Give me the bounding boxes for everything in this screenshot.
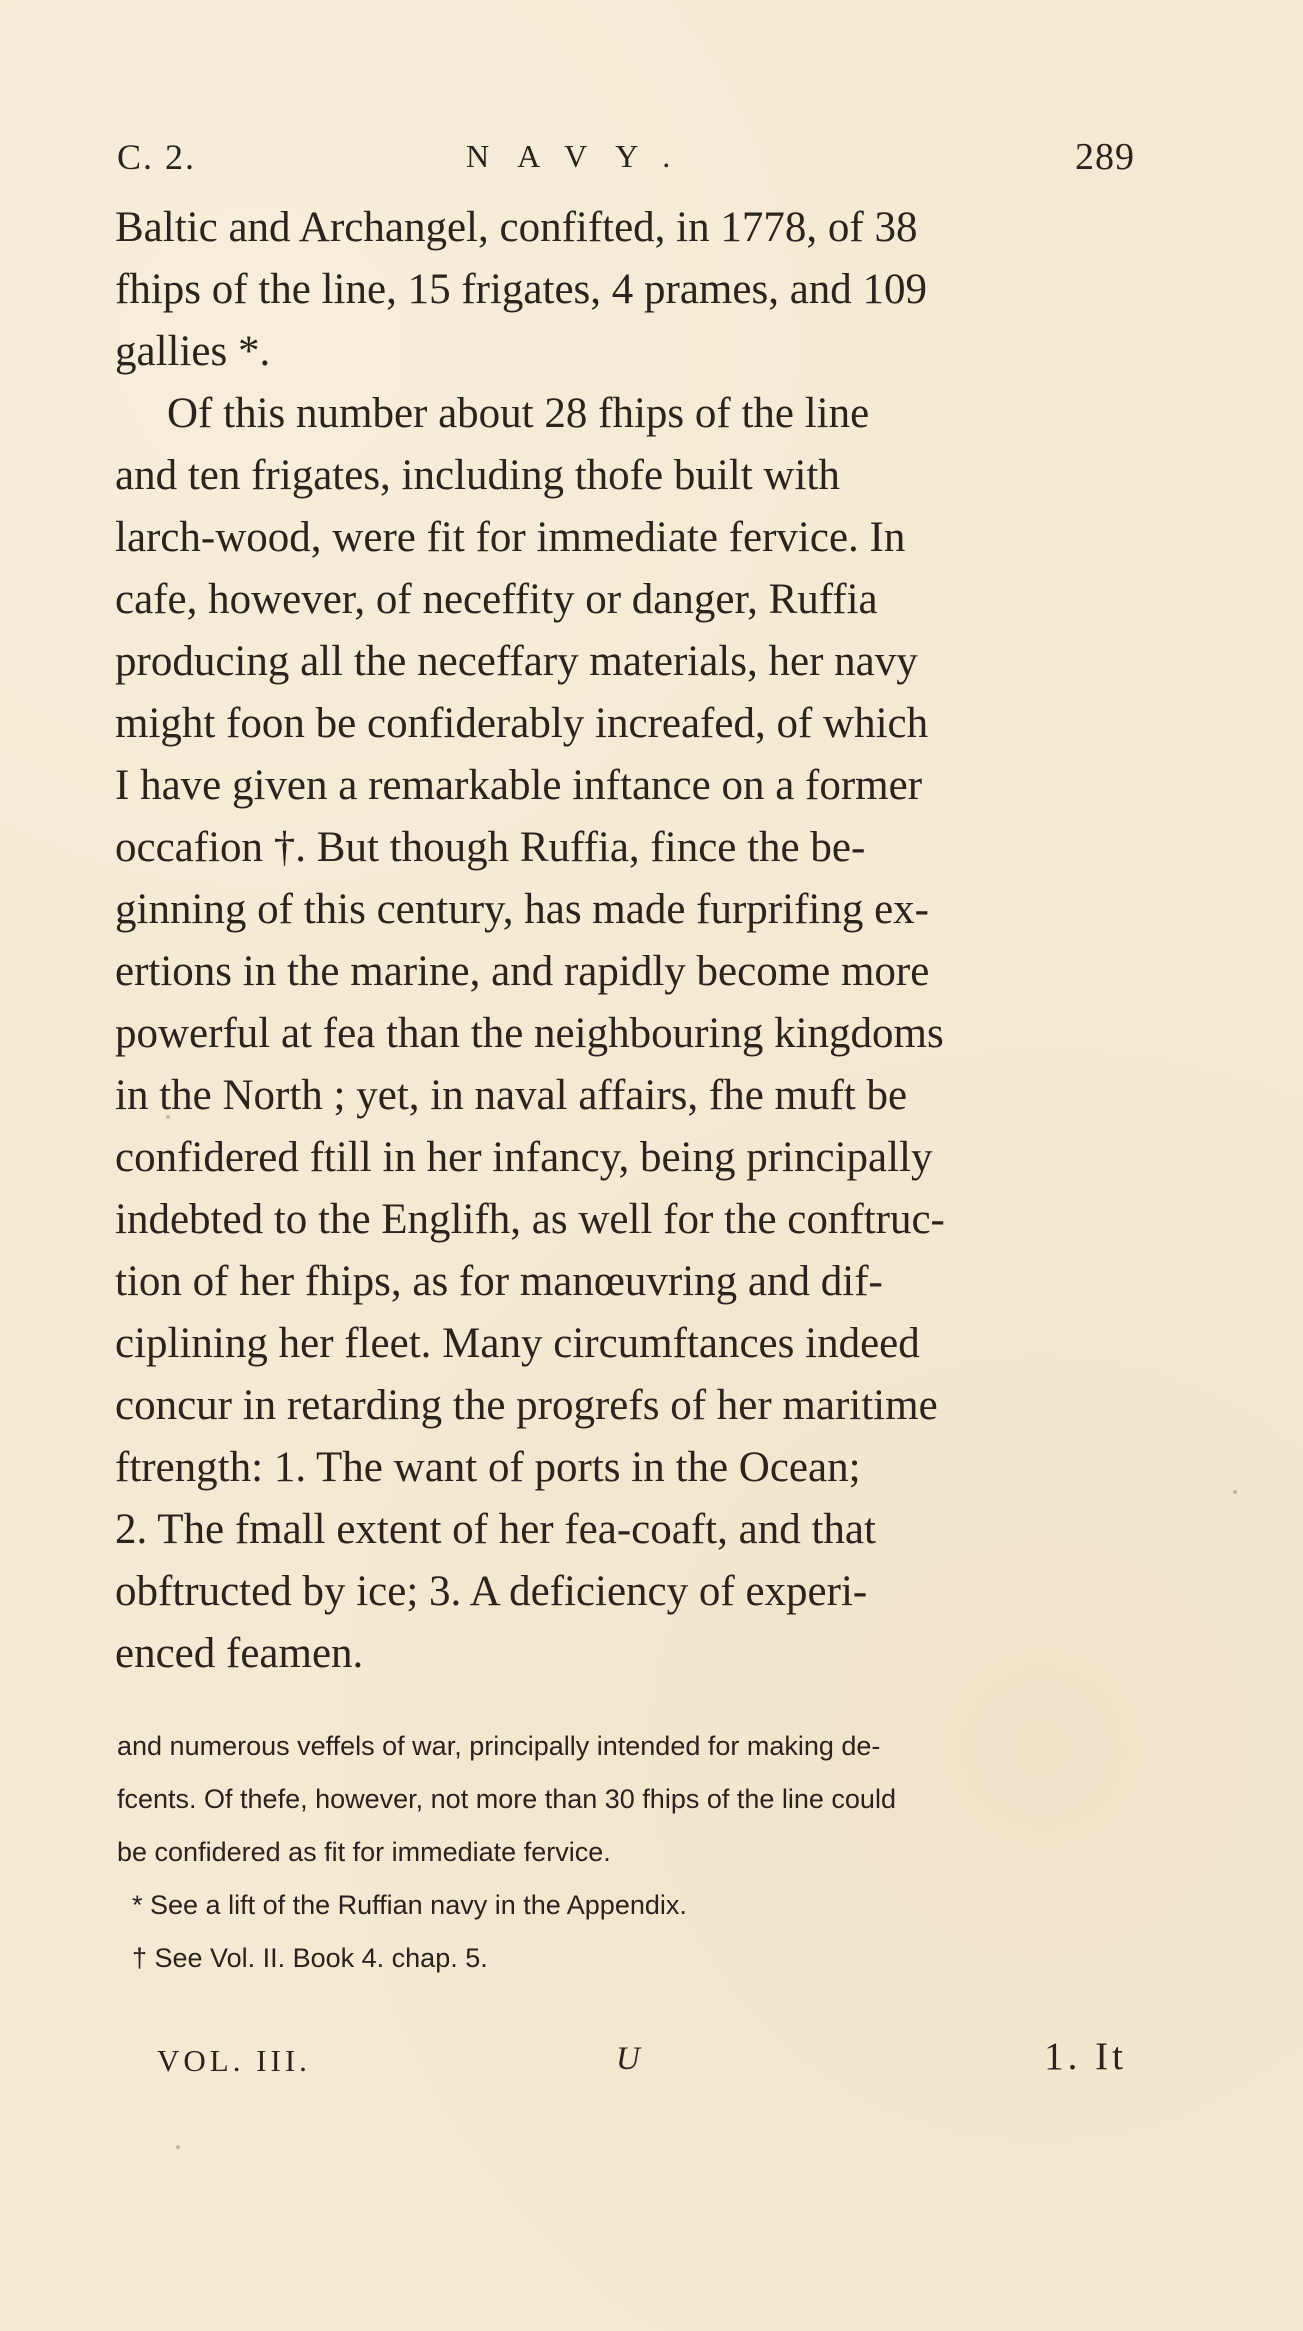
page-number: 289 <box>1075 136 1135 178</box>
body-line: powerful at fea than the neighbouring kingdoms <box>115 1010 944 1057</box>
footnotes <box>117 1720 1127 1985</box>
volume-label: VOL. III. <box>157 2043 311 2078</box>
body-line: and ten frigates, including thofe built with <box>115 452 840 499</box>
signature-mark: U <box>616 2041 640 2077</box>
body-line: 2. The fmall extent of her fea-coaft, and that <box>115 1506 876 1553</box>
body-line: cafe, however, of neceffity or danger, Ruffia <box>115 576 878 623</box>
footnote-line: fcents. Of thefe, however, not more than 30 fhips of the line could <box>117 1784 896 1814</box>
body-line: enced feamen. <box>115 1630 364 1677</box>
paper-speck <box>176 2145 180 2149</box>
page-header <box>117 136 1135 186</box>
body-line: obftructed by ice; 3. A deficiency of experi- <box>115 1568 868 1615</box>
catchword: 1. It <box>1044 2035 1127 2078</box>
footnote-line: be confidered as fit for immediate fervice. <box>117 1837 611 1867</box>
main-text <box>115 197 1125 1685</box>
body-line: fhips of the line, 15 frigates, 4 prames, and 109 <box>115 266 928 313</box>
running-title: NAVY. <box>466 138 699 174</box>
body-line: ftrength: 1. The want of ports in the Ocean; <box>115 1444 861 1491</box>
body-line: ginning of this century, has made furprifing ex- <box>115 886 929 933</box>
chapter-label: C. 2. <box>117 137 197 177</box>
paper-speck <box>1233 1490 1237 1494</box>
body-line: confidered ftill in her infancy, being principally <box>115 1134 933 1181</box>
body-line: indebted to the Englifh, as well for the conftruc- <box>115 1196 945 1243</box>
body-line: tion of her fhips, as for manœuvring and dif- <box>115 1258 883 1305</box>
body-line: ertions in the marine, and rapidly become more <box>115 948 930 995</box>
body-line: Baltic and Archangel, confifted, in 1778, of 38 <box>115 204 918 251</box>
body-line: larch-wood, were fit for immediate fervice. In <box>115 514 906 561</box>
footnote-line: and numerous veffels of war, principally intended for making de- <box>117 1731 881 1761</box>
body-line: concur in retarding the progrefs of her maritime <box>115 1382 938 1429</box>
body-line: ciplining her fleet. Many circumftances indeed <box>115 1320 920 1367</box>
body-line: I have given a remarkable inftance on a former <box>115 762 923 809</box>
paper-speck <box>166 1115 170 1119</box>
footnote-star: * See a lift of the Ruffian navy in the Appendix. <box>132 1890 687 1920</box>
body-line: might foon be confiderably increafed, of which <box>115 700 929 747</box>
body-line: in the North ; yet, in naval affairs, fhe muft be <box>115 1072 908 1119</box>
page-footer <box>157 2034 1127 2084</box>
body-line: gallies *. <box>115 328 271 375</box>
paragraph-start-line: Of this number about 28 fhips of the line <box>167 390 870 437</box>
body-line: occafion †. But though Ruffia, fince the be- <box>115 824 866 871</box>
footnote-dagger: † See Vol. II. Book 4. chap. 5. <box>132 1943 488 1973</box>
body-line: producing all the neceffary materials, her navy <box>115 638 918 685</box>
